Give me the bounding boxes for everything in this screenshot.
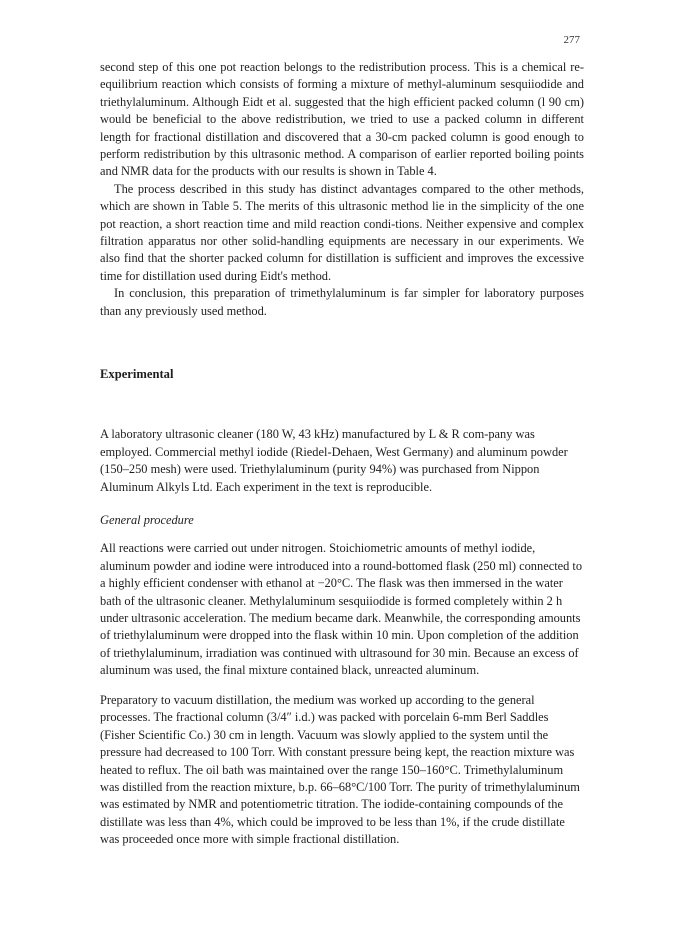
page-number: 277 <box>563 34 580 46</box>
experimental-section <box>100 414 584 508</box>
introduction-section <box>100 59 584 320</box>
general-procedure-heading: General procedure <box>100 513 194 527</box>
paragraph-materials: A laboratory ultrasonic cleaner (180 W, 43 kHz) manufactured by L & R com-pany was employed. Commercial methyl iodide (Riedel-Dehaen, West Germany) and aluminum powder (150–250 mesh) were used. Triethylaluminum (purity 94%) was purchased from Nippon Aluminum Alkyls Ltd. Each experiment in the text is reproducible. <box>100 427 568 494</box>
paragraph-advantages: The process described in this study has distinct advantages compared to the other methods, which are shown in Table 5. The merits of this ultrasonic method lie in the simplicity of the one pot reaction, a short reaction time and mild reaction condi-tions. Neither expensive and complex filtration apparatus nor other solid-handling equipments are necessary in our experiments. We also find that the shorter packed column for distillation is sufficient and improves the excessive time for distillation used during Eidt's method. <box>100 181 584 283</box>
paragraph-conclusion: In conclusion, this preparation of trimethylaluminum is far simpler for laboratory purposes than any previously used method. <box>100 286 584 318</box>
paragraph-distillation: Preparatory to vacuum distillation, the medium was worked up according to the general processes. The fractional column (3/4″ i.d.) was packed with porcelain 6-mm Berl Saddles (Fisher Scientific Co.) 30 cm in length. Vacuum was slowly applied to the system until the pressure had decreased to 100 Torr. With constant pressure being kept, the reaction mixture was heated to reflux. The oil bath was maintained over the range 150–160°C. Trimethylaluminum was distilled from the reaction mixture, b.p. 66–68°C/100 Torr. The purity of trimethylaluminum was estimated by NMR and potentiometric titration. The iodide-containing compounds of the distillate was less than 4%, which could be improved to be less than 1%, if the crude distillate was proceeded once more with simple fractional distillation. <box>100 693 580 847</box>
paragraph-procedure: All reactions were carried out under nitrogen. Stoichiometric amounts of methyl iodide, aluminum powder and iodine were introduced into a round-bottomed flask (250 ml) connected to a highly efficient condenser with ethanol at −20°C. The flask was then immersed in the water bath of the ultrasonic cleaner. Methylaluminum sesquiiodide is formed completely within 2 h under ultrasonic acceleration. The medium became dark. Meanwhile, the corresponding amounts of triethylaluminum were dropped into the flask within 10 min. Upon completion of the addition of triethylaluminum, irradiation was continued with ultrasound for 30 min. Because an excess of aluminum was used, the final mixture contained black, unreacted aluminum. <box>100 541 583 678</box>
procedure-section <box>100 528 584 861</box>
experimental-heading: Experimental <box>100 367 174 381</box>
paragraph-redistribution: second step of this one pot reaction belongs to the redistribution process. This is a chemical re-equilibrium reaction which consists of forming a mixture of methyl-aluminum sesquiiodide and triethylaluminum. Although Eidt et al. suggested that the high efficient packed column (l 90 cm) would be beneficial to the above redistribution, we tried to use a packed column in different length for fractional distillation and discovered that a 30-cm packed column is good enough to perform redistribution by this ultrasonic method. A comparison of earlier reported boiling points and NMR data for the products with our results is shown in Table 4. <box>100 60 584 179</box>
